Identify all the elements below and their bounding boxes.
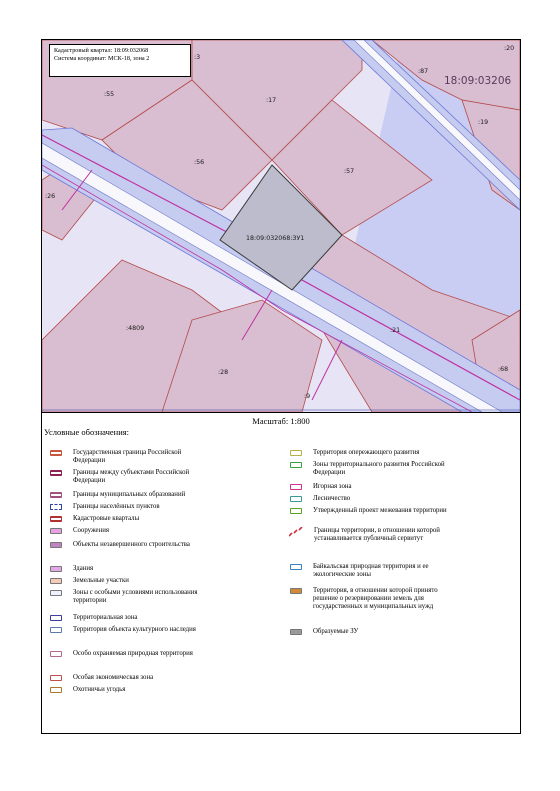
legend-item-label: Лесничество (313, 495, 351, 502)
fill-swatch-icon (50, 578, 62, 584)
parcel-label: :3 (194, 54, 201, 61)
legend-item-label: Здания (73, 565, 94, 572)
legend-item-label: Государственная граница Российской Федерации (73, 449, 182, 465)
parcel-label: :17 (266, 97, 277, 104)
legend-item-label: Территориальная зона (73, 614, 138, 621)
legend-item (284, 483, 463, 491)
legend-item-label: Зоны с особыми условиями использования территории (73, 589, 198, 605)
new-parcel-label: 18:09:032068:ЗУ1 (246, 235, 305, 242)
legend-item (44, 589, 213, 605)
outline-swatch-icon (50, 627, 62, 633)
line-swatch-icon (50, 516, 62, 522)
legend-item-label: Границы населённых пунктов (73, 503, 160, 510)
hatch-swatch-icon (289, 527, 303, 537)
legend-item-label: Образуемые ЗУ (313, 628, 359, 635)
outline-swatch-icon (50, 615, 62, 621)
legend-item-label: Утвержденный проект межевания территории (313, 507, 447, 514)
outline-swatch-icon (290, 508, 302, 514)
line-swatch-icon (50, 470, 62, 476)
outline-swatch-icon (290, 450, 302, 456)
legend-item-label: Зоны территориального развития Российской Федерации (313, 461, 445, 477)
legend-item-label: Особо охраняемая природная территория (73, 650, 193, 657)
fill-swatch-icon (50, 542, 62, 548)
legend-item (44, 449, 213, 465)
parcel-label: :68 (498, 366, 509, 373)
outline-swatch-icon (290, 462, 302, 468)
outline-swatch-icon (290, 484, 302, 490)
legend-item (284, 563, 463, 579)
legend-item-label: Сооружения (73, 527, 109, 534)
map-canvas (42, 40, 520, 412)
outline-swatch-icon (50, 675, 62, 681)
map-info-box (49, 44, 191, 77)
scale-text: Масштаб: 1:800 (252, 416, 310, 426)
legend-item-label: Границы муниципальных образований (73, 491, 186, 498)
parcel-label: :55 (104, 91, 115, 98)
parcel-label: :19 (478, 119, 489, 126)
legend-item-label: Объекты незавершенного строительства (73, 541, 190, 548)
legend-item (44, 491, 253, 499)
legend-title: Условные обозначения: (44, 427, 130, 437)
outline-swatch-icon (50, 651, 62, 657)
cadastral-quarter-text: Кадастровый квартал: 18:09:032068 (54, 47, 149, 54)
legend-item-label: Территория объекта культурного наследия (73, 626, 196, 633)
outline-swatch-icon (50, 687, 62, 693)
legend-item (44, 577, 233, 585)
legend-item (44, 686, 233, 694)
fill-swatch-icon (290, 629, 302, 635)
fill-swatch-icon (50, 590, 62, 596)
legend-item (44, 469, 193, 485)
parcel-label: :4809 (126, 325, 145, 332)
line-swatch-icon (50, 492, 62, 498)
legend-item-label: Земельные участки (73, 577, 129, 584)
legend-item (44, 674, 253, 682)
legend-item-label: Территория, в отношении которой принято решение о резервировании земель для государственных и муниципальных нужд (313, 587, 438, 611)
legend-item (44, 527, 233, 535)
legend-item-label: Особая экономическая зона (73, 674, 154, 681)
parcel-label: :57 (344, 168, 355, 175)
legend-item-label: Границы территории, в отношении которой устанавливается публичный сервитут (314, 527, 440, 543)
quarter-label: 18:09:03206 (444, 75, 512, 87)
parcel-label: :20 (504, 45, 515, 52)
legend-item (284, 495, 463, 503)
parcel-label: :26 (45, 193, 56, 200)
fill-swatch-icon (50, 566, 62, 572)
legend-item (44, 515, 233, 523)
legend-item-label: Охотничьи угодья (73, 686, 126, 693)
parcel-label: :28 (218, 369, 229, 376)
parcel-label: :87 (418, 68, 429, 75)
parcel-label: :9 (304, 393, 311, 400)
legend-item (284, 449, 463, 457)
fill-swatch-icon (290, 588, 302, 594)
legend-item (44, 565, 233, 573)
fill-swatch-icon (50, 528, 62, 534)
outline-swatch-icon (290, 564, 302, 570)
parcel-label: :21 (390, 327, 401, 334)
legend-item (44, 626, 223, 634)
line-swatch-icon (50, 450, 62, 456)
map-sheet (41, 39, 521, 734)
legend-item-label: Байкальская природная территория и ее экологические зоны (313, 563, 429, 579)
legend-item (284, 461, 463, 477)
legend-item-label: Кадастровые кварталы (73, 515, 140, 522)
coordinate-system-text: Система координат: МСК-18, зона 2 (54, 54, 150, 62)
legend-item (44, 503, 233, 511)
legend-item-label: Игорная зона (313, 483, 352, 490)
legend-item (284, 507, 463, 515)
legend-item (284, 527, 464, 543)
cadastral-map[interactable] (42, 40, 520, 413)
legend-item (284, 587, 453, 612)
legend-item-label: Границы между субъектами Российской Федерации (73, 469, 190, 485)
dashed-swatch-icon (50, 504, 62, 510)
parcel-label: :56 (194, 159, 205, 166)
legend-item (44, 541, 193, 549)
legend-item (44, 650, 213, 658)
legend-item-label: Территория опережающего развития (313, 449, 420, 456)
legend-item (44, 614, 233, 622)
legend-item (284, 628, 463, 636)
outline-swatch-icon (290, 496, 302, 502)
